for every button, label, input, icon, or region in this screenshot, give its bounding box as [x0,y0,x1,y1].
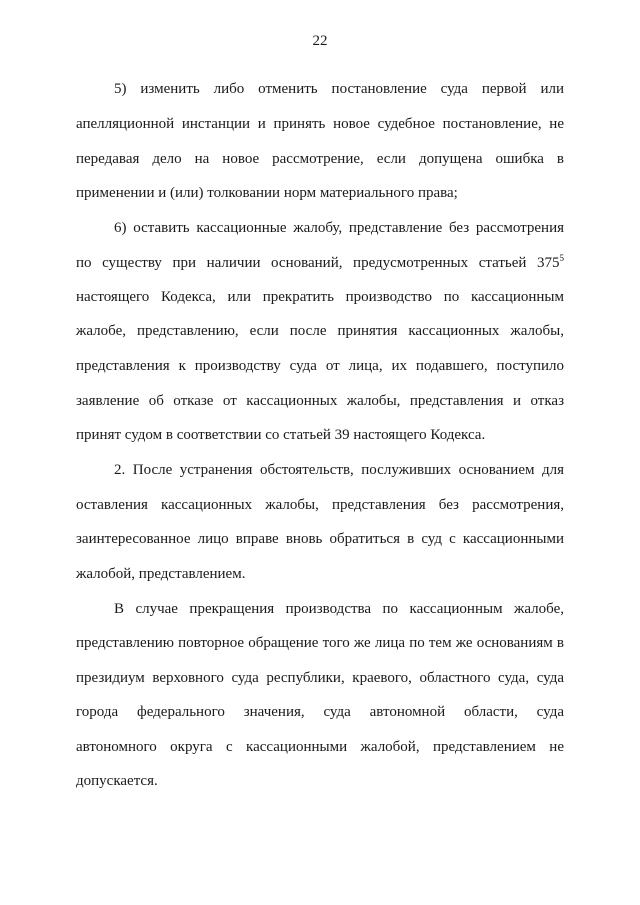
text-line [76,254,564,272]
text-line: жалобе, представлению, если после принятия кассационных жалобы, [76,323,564,339]
page-number: 22 [312,33,328,49]
text-line: города федерального значения, суда автономной области, суда [76,704,564,720]
text-line-main: по существу при наличии оснований, предусмотренных статьей 375 [76,255,560,271]
text-line: президиум верховного суда республики, краевого, областного суда, суда [76,670,564,686]
text-line: автономного округа с кассационными жалобой, представлением не [76,739,564,755]
text-line: применении и (или) толковании норм материального права; [76,185,458,201]
text-line: оставления кассационных жалобы, представления без рассмотрения, [76,497,564,513]
text-line: жалобой, представлением. [76,566,246,582]
text-line: представлению повторное обращение того же лица по тем же основаниям в [76,635,564,651]
text-line: заявление об отказе от кассационных жалобы, представления и отказ [76,393,564,409]
superscript: 5 [559,253,564,263]
text-line: допускается. [76,773,158,789]
text-line: 5) изменить либо отменить постановление суда первой или [114,81,564,97]
text-line: апелляционной инстанции и принять новое судебное постановление, не [76,116,564,132]
text-line: 2. После устранения обстоятельств, послуживших основанием для [114,462,564,478]
text-line: заинтересованное лицо вправе вновь обратиться в суд с кассационными [76,531,564,547]
text-line: В случае прекращения производства по кассационным жалобе, [114,601,564,617]
text-line: представления к производству суда от лица, их подавшего, поступило [76,358,564,374]
text-line: 6) оставить кассационные жалобу, представление без рассмотрения [114,220,564,236]
text-line: передавая дело на новое рассмотрение, если допущена ошибка в [76,151,564,167]
text-line: принят судом в соответствии со статьей 39 настоящего Кодекса. [76,427,486,443]
text-line: настоящего Кодекса, или прекратить производство по кассационным [76,289,564,305]
